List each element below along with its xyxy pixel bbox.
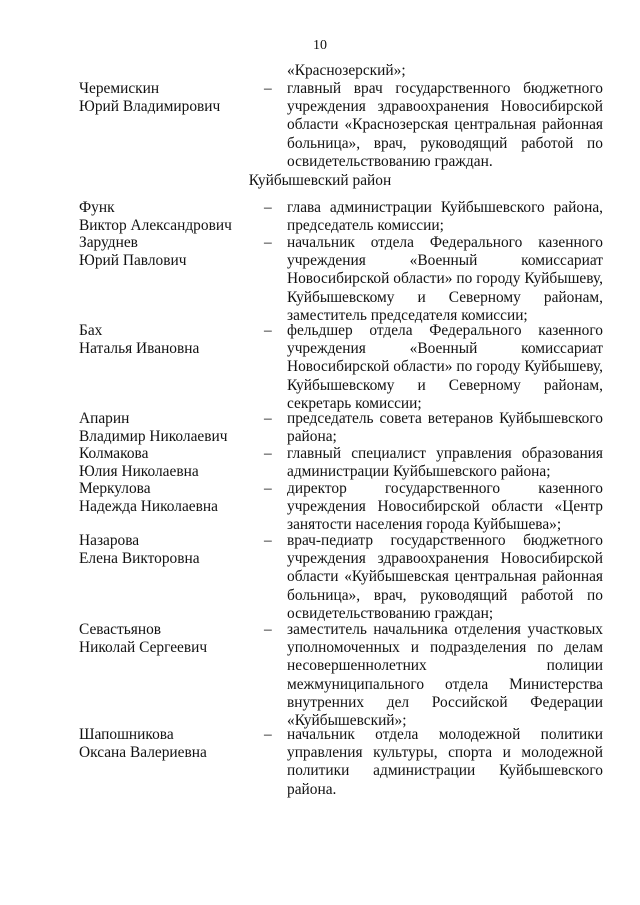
dash: – (264, 480, 272, 497)
page-number: 10 (313, 38, 327, 53)
given-name: Николай Сергеевич (79, 639, 208, 657)
surname: Севастьянов (79, 621, 162, 638)
person-name (79, 322, 199, 358)
given-name: Юлия Николаевна (79, 463, 199, 481)
surname: Черемискин (79, 80, 160, 97)
dash: – (264, 621, 272, 638)
surname: Шапошникова (79, 726, 174, 743)
dash: – (264, 726, 272, 743)
role-description: начальник отдела молодежной политики управления культуры, спорта и молодежной политики администрации Куйбышевского района. (287, 726, 603, 798)
given-name: Юрий Владимирович (79, 98, 221, 116)
dash: – (264, 445, 272, 462)
surname: Назарова (79, 532, 140, 549)
role-description: председатель совета ветеранов Куйбышевского района; (287, 410, 603, 446)
role-description: фельдшер отдела Федерального казенного учреждения «Военный комиссариат Новосибирской области» по городу Куйбышеву, Куйбышевскому и Северному районам, секретарь комиссии; (287, 322, 603, 412)
dash: – (264, 322, 272, 339)
role-description: главный врач государственного бюджетного учреждения здравоохранения Новосибирской области «Краснозерская центральная районная больница», врач, руководящий работой по освидетельствованию граждан. (287, 80, 603, 170)
surname: Меркулова (79, 480, 151, 497)
given-name: Виктор Александрович (79, 217, 232, 235)
surname: Функ (79, 199, 115, 216)
person-name (79, 234, 186, 270)
person-name (79, 480, 218, 516)
dash: – (264, 234, 272, 251)
given-name: Оксана Валериевна (79, 744, 207, 762)
given-name: Юрий Павлович (79, 252, 187, 270)
person-name (79, 410, 228, 446)
role-description: заместитель начальника отделения участковых уполномоченных и подразделения по делам несовершеннолетних полиции межмуниципального отдела Министерства внутренних дел Российской Федерации «Куйбышевский»; (287, 621, 603, 730)
person-name (79, 726, 207, 762)
given-name: Владимир Николаевич (79, 428, 228, 446)
given-name: Надежда Николаевна (79, 498, 218, 516)
role-description: врач-педиатр государственного бюджетного учреждения здравоохранения Новосибирской области «Куйбышевская центральная районная больница», врач, руководящий работой по освидетельствованию граждан; (287, 532, 603, 622)
person-name (79, 445, 199, 481)
given-name: Елена Викторовна (79, 550, 200, 568)
role-description: начальник отдела Федерального казенного учреждения «Военный комиссариат Новосибирской области» по городу Куйбышеву, Куйбышевскому и Северному районам, заместитель председателя комиссии; (287, 234, 603, 324)
surname: Колмакова (79, 445, 149, 462)
person-name (79, 199, 232, 235)
dash: – (264, 199, 272, 216)
continuation-text: «Краснозерский»; (287, 62, 406, 79)
role-description: директор государственного казенного учреждения Новосибирской области «Центр занятости населения города Куйбышева»; (287, 480, 603, 534)
given-name: Наталья Ивановна (79, 340, 200, 358)
surname: Бах (79, 322, 103, 339)
person-name (79, 621, 207, 657)
dash: – (264, 410, 272, 427)
dash: – (264, 80, 272, 97)
person-name (79, 532, 200, 568)
surname: Заруднев (79, 234, 138, 251)
surname: Апарин (79, 410, 130, 427)
role-description: глава администрации Куйбышевского района, председатель комиссии; (287, 199, 603, 235)
dash: – (264, 532, 272, 549)
person-name (79, 80, 220, 116)
section-title: Куйбышевский район (248, 172, 392, 189)
role-description: главный специалист управления образования администрации Куйбышевского района; (287, 445, 603, 481)
